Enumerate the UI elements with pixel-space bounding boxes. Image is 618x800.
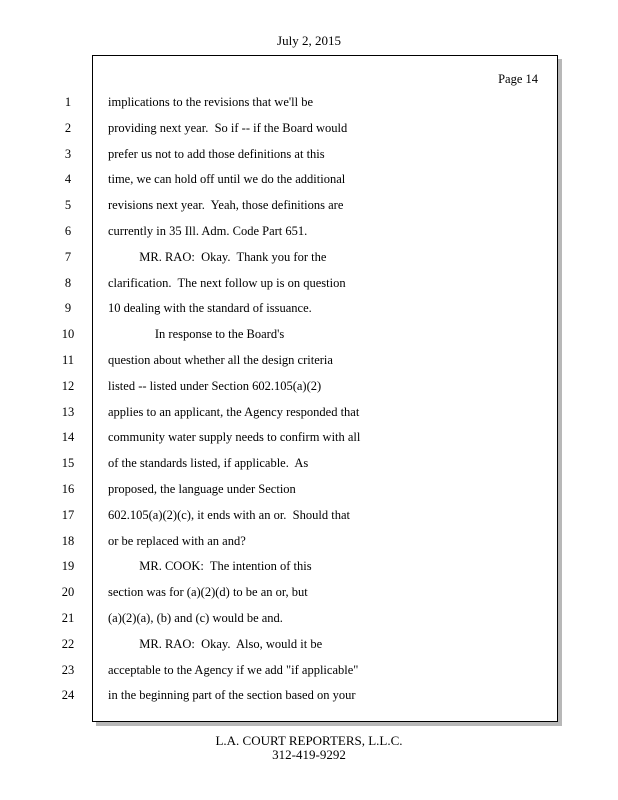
line-text: currently in 35 Ill. Adm. Code Part 651. [108,224,308,238]
line-text: MR. RAO: Okay. Thank you for the [108,249,327,264]
line-text: of the standards listed, if applicable. As [108,456,309,471]
footer-company: L.A. COURT REPORTERS, L.L.C. [215,733,403,748]
line-text: proposed, the language under Section [108,482,296,496]
line-number: 8 [64,275,72,290]
transcript-date: July 2, 2015 [277,33,341,48]
line-number: 18 [61,533,75,548]
line-number: 9 [64,301,72,316]
line-text: section was for (a)(2)(d) to be an or, but [108,585,308,600]
line-number: 22 [61,636,75,651]
line-number: 12 [61,378,75,393]
line-text: MR. COOK: The intention of this [108,559,312,574]
line-text: acceptable to the Agency if we add "if applicable" [108,662,359,677]
line-text: 10 dealing with the standard of issuance. [108,301,312,316]
line-number: 11 [61,353,75,367]
line-text: revisions next year. Yeah, those definitions are [108,198,344,213]
line-number: 15 [61,456,75,471]
line-number: 16 [61,482,75,496]
line-text: 602.105(a)(2)(c), it ends with an or. Should that [108,507,350,522]
line-text: In response to the Board's [108,327,285,342]
line-text: applies to an applicant, the Agency responded that [108,404,360,419]
line-text: community water supply needs to confirm with all [108,430,361,445]
line-text: listed -- listed under Section 602.105(a)(2) [108,378,322,393]
line-number: 10 [61,327,75,342]
line-number: 1 [64,95,72,109]
line-text: implications to the revisions that we'll be [108,95,313,109]
line-text: providing next year. So if -- if the Board would [108,120,348,135]
line-text: (a)(2)(a), (b) and (c) would be and. [108,611,283,625]
line-number: 24 [61,688,75,703]
line-number: 7 [64,249,72,264]
line-number: 3 [64,146,72,161]
line-number: 4 [64,172,72,187]
line-number: 17 [61,507,75,522]
line-text: clarification. The next follow up is on question [108,275,346,290]
line-text: prefer us not to add those definitions at this [108,146,325,161]
line-text: or be replaced with an and? [108,533,246,548]
line-number: 14 [61,430,75,445]
line-number: 2 [64,120,72,135]
line-number: 19 [61,559,75,574]
line-number: 6 [64,224,72,238]
line-text: in the beginning part of the section based on your [108,688,356,703]
line-number: 20 [61,585,75,600]
line-text: MR. RAO: Okay. Also, would it be [108,636,323,651]
line-number: 23 [61,662,75,677]
footer-phone: 312-419-9292 [272,747,346,762]
line-text: question about whether all the design criteria [108,353,333,367]
page-number: Page 14 [498,72,538,86]
line-text: time, we can hold off until we do the additional [108,172,346,187]
line-number: 13 [61,404,75,419]
line-number: 5 [64,198,72,213]
line-number: 21 [61,611,75,625]
